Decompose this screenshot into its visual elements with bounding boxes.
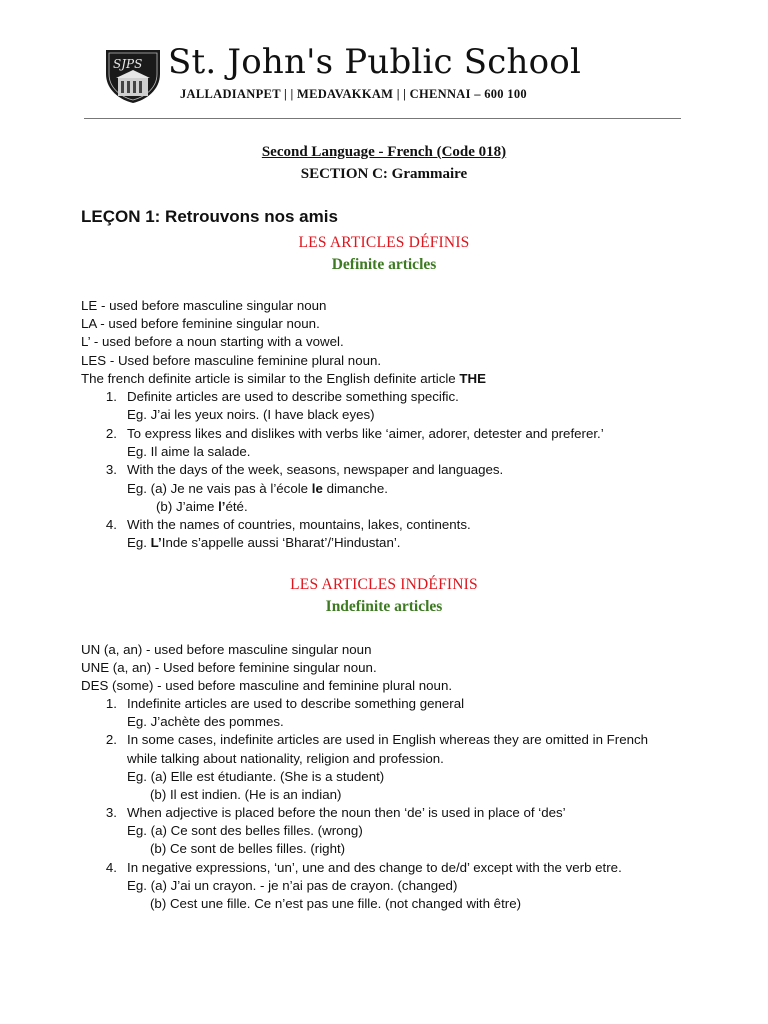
definite-item-2-example: Eg. Il aime la salade.	[127, 444, 251, 459]
definite-item-3-example-a: Eg. (a) Je ne vais pas à l’école le dimanche.	[127, 481, 388, 496]
indefinite-heading: LES ARTICLES INDÉFINIS	[290, 576, 478, 593]
definite-the-line: The french definite article is similar to the English definite article THE	[81, 371, 487, 386]
lesson-title: LEÇON 1: Retrouvons nos amis	[81, 207, 338, 226]
definite-heading: LES ARTICLES DÉFINIS	[298, 234, 470, 251]
indefinite-item-3-example-b: (b) Ce sont de belles filles. (right)	[150, 841, 346, 856]
indefinite-item-2-example-a: Eg. (a) Elle est étudiante. (She is a student)	[127, 769, 385, 784]
school-name: St. John's Public School	[168, 42, 582, 82]
definite-intro-les: LES - Used before masculine feminine plural noun.	[81, 353, 382, 368]
indefinite-item-3: When adjective is placed before the noun then ‘de’ is used in place of ‘des’	[127, 805, 566, 820]
definite-subheading: Definite articles	[331, 256, 437, 273]
indefinite-item-4-example-a: Eg. (a) J’ai un crayon. - je n’ai pas de crayon. (changed)	[127, 878, 458, 893]
indefinite-item-3-example-a: Eg. (a) Ce sont des belles filles. (wrong)	[127, 823, 363, 838]
definite-item-2: To express likes and dislikes with verbs like ‘aimer, adorer, detester and preferer.’	[127, 426, 604, 441]
definite-item-1-example: Eg. J’ai les yeux noirs. (I have black eyes)	[127, 407, 375, 422]
indefinite-intro-un: UN (a, an) - used before masculine singular noun	[81, 642, 372, 657]
definite-intro-l: L’ - used before a noun starting with a vowel.	[81, 334, 344, 349]
list-number: 4.	[105, 860, 117, 875]
list-number: 1.	[105, 389, 117, 404]
svg-text:SJPS: SJPS	[113, 57, 143, 71]
list-number: 2.	[105, 426, 117, 441]
list-number: 1.	[105, 696, 117, 711]
header-divider	[84, 118, 681, 119]
definite-item-4: With the names of countries, mountains, lakes, continents.	[127, 517, 471, 532]
list-number: 4.	[105, 517, 117, 532]
indefinite-intro-des: DES (some) - used before masculine and feminine plural noun.	[81, 678, 453, 693]
definite-item-4-example: Eg. L’Inde s’appelle aussi ‘Bharat’/’Hindustan’.	[127, 535, 401, 550]
indefinite-item-4-example-b: (b) Cest une fille. Ce n’est pas une fille. (not changed with être)	[150, 896, 522, 911]
school-address: JALLADIANPET | | MEDAVAKKAM | | CHENNAI – 600 100	[180, 87, 527, 101]
list-number: 3.	[105, 462, 117, 477]
list-number: 3.	[105, 805, 117, 820]
subject-title: Second Language - French (Code 018)	[261, 144, 507, 160]
indefinite-item-2: In some cases, indefinite articles are used in English whereas they are omitted in French	[127, 732, 649, 747]
list-number: 2.	[105, 732, 117, 747]
section-title: SECTION C: Grammaire	[300, 166, 468, 182]
indefinite-item-2-example-b: (b) Il est indien. (He is an indian)	[150, 787, 342, 802]
indefinite-item-1: Indefinite articles are used to describe something general	[127, 696, 465, 711]
definite-item-3: With the days of the week, seasons, newspaper and languages.	[127, 462, 504, 477]
indefinite-item-4: In negative expressions, ‘un’, une and des change to de/d’ except with the verb etre.	[127, 860, 622, 875]
definite-intro-la: LA - used before feminine singular noun.	[81, 316, 320, 331]
definite-item-3-example-b: (b) J’aime l’été.	[156, 499, 248, 514]
definite-item-1: Definite articles are used to describe something specific.	[127, 389, 459, 404]
definite-intro-le: LE - used before masculine singular noun	[81, 298, 327, 313]
indefinite-item-2-cont: while talking about nationality, religion and profession.	[127, 751, 444, 766]
indefinite-item-1-example: Eg. J’achète des pommes.	[127, 714, 284, 729]
the-keyword: THE	[459, 371, 487, 386]
indefinite-subheading: Indefinite articles	[325, 598, 443, 615]
school-crest-logo	[104, 48, 162, 104]
indefinite-intro-une: UNE (a, an) - Used before feminine singular noun.	[81, 660, 377, 675]
